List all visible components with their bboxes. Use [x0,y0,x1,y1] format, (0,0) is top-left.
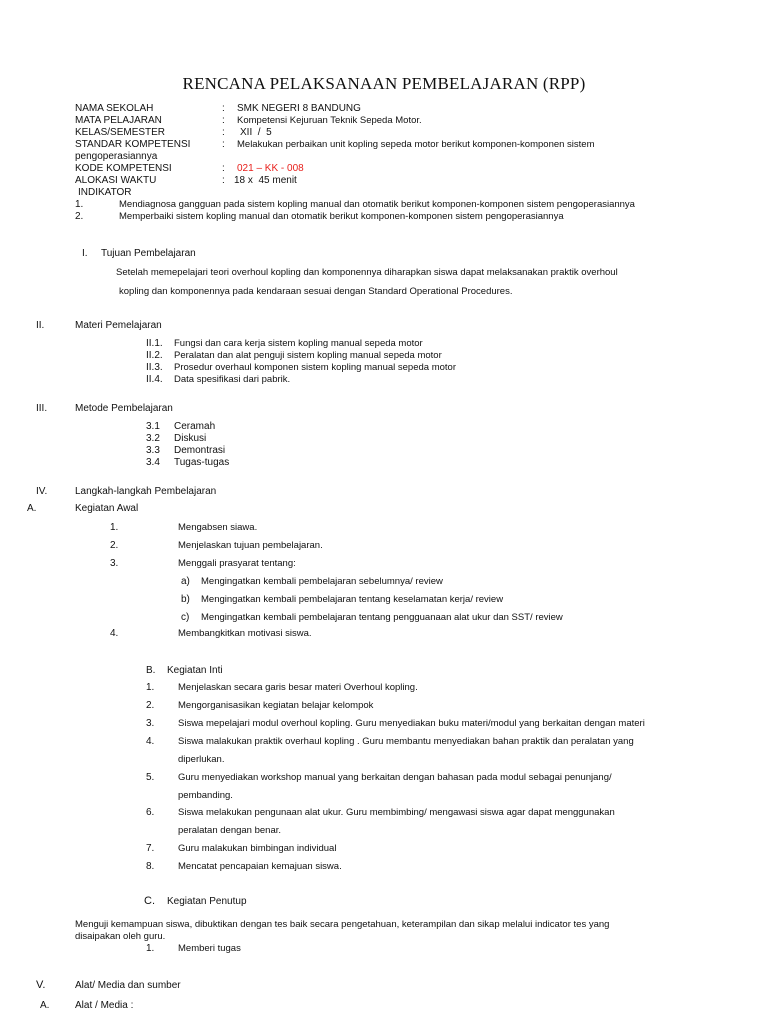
subsection-b-heading: Kegiatan Inti [167,665,223,676]
list-item-number: 3.4 [146,457,160,468]
list-item-continuation: peralatan dengan benar. [178,825,282,836]
list-item-text: Demontrasi [174,445,226,456]
list-item-number: II.2. [146,350,163,361]
subsection-a-heading: Alat / Media : [75,1000,134,1011]
colon: : [222,103,225,114]
section-5-heading: Alat/ Media dan sumber [75,980,181,991]
list-item-text: Menjelaskan secara garis besar materi Overhoul kopling. [178,682,418,693]
list-item-text: Peralatan dan alat penguji sistem kopling manual sepeda motor [174,350,442,361]
list-item-text: Memberi tugas [178,943,241,954]
list-item-number: 2. [110,540,119,551]
list-item-number: 1. [146,682,155,693]
value-mata-pelajaran: Kompetensi Kejuruan Teknik Sepeda Motor. [237,115,422,126]
section-2-number: II. [36,320,45,331]
list-item-number: 5. [146,772,155,783]
indikator-text: Mendiagnosa gangguan pada sistem kopling manual dan otomatik berikut komponen-komponen sistem pengoperasiannya [119,199,635,210]
list-item-number: 1. [110,522,119,533]
list-item-number: II.4. [146,374,163,385]
list-item-text: Fungsi dan cara kerja sistem kopling manual sepeda motor [174,338,423,349]
list-item-number: 3. [146,718,155,729]
list-item-text: Tugas-tugas [174,457,230,468]
label-alokasi-waktu: ALOKASI WAKTU [75,175,157,186]
subsection-c-number: C. [144,895,155,907]
section-1-paragraph: Setelah memepelajari teori overhoul kopling dan komponennya diharapkan siswa dapat melaksanakan praktik overhoul [116,267,618,278]
section-4-heading: Langkah-langkah Pembelajaran [75,486,217,497]
value-standar-kompetensi: Melakukan perbaikan unit kopling sepeda motor berikut komponen-komponen sistem [237,139,595,150]
list-item-text: Mengabsen siawa. [178,522,258,533]
value-kode-kompetensi: 021 – KK - 008 [237,163,304,174]
section-1-heading: Tujuan Pembelajaran [101,248,196,259]
label-mata-pelajaran: MATA PELAJARAN [75,115,162,126]
list-item-continuation: pembanding. [178,790,233,801]
list-item-number: 7. [146,843,155,854]
section-1-paragraph: kopling dan komponennya pada kendaraan sesuai dengan Standard Operational Procedures. [119,286,513,297]
section-2-heading: Materi Pemelajaran [75,320,162,331]
list-item-continuation: diperlukan. [178,754,225,765]
section-1-number: I. [82,248,88,259]
sub-item-text: Mengingatkan kembali pembelajaran sebelumnya/ review [201,576,443,587]
list-item-text: Membangkitkan motivasi siswa. [178,628,312,639]
indikator-num: 2. [75,211,84,222]
label-kelas-semester: KELAS/SEMESTER [75,127,166,138]
subsection-a-number: A. [40,1000,50,1011]
list-item-number: 8. [146,861,155,872]
list-item-number: 4. [110,628,119,639]
list-item-number: 3.2 [146,433,160,444]
label-kode-kompetensi: KODE KOMPETENSI [75,163,172,174]
list-item-number: II.1. [146,338,163,349]
list-item-text: Siswa mepelajari modul overhoul kopling. Guru menyediakan buku materi/modul yang berkaitan dengan materi [178,718,645,729]
list-item-text: Mencatat pencapaian kemajuan siswa. [178,861,342,872]
section-3-heading: Metode Pembelajaran [75,403,173,414]
sub-item-letter: c) [181,612,190,623]
label-nama-sekolah: NAMA SEKOLAH [75,103,154,114]
list-item-text: Guru menyediakan workshop manual yang berkaitan dengan bahasan pada modul sebagai penunjang/ [178,772,612,783]
sub-item-letter: b) [181,594,190,605]
list-item-text: Guru malakukan bimbingan individual [178,843,337,854]
document-title: RENCANA PELAKSANAAN PEMBELAJARAN (RPP) [182,74,586,93]
section-5-number: V. [36,979,46,991]
value-alokasi-waktu: 18 x 45 menit [234,175,297,186]
list-item-text: Menjelaskan tujuan pembelajaran. [178,540,323,551]
colon: : [222,139,225,150]
section-4-number: IV. [36,486,48,497]
colon: : [222,127,225,138]
list-item-number: 6. [146,807,155,818]
value-kelas-semester: XII / 5 [240,127,272,138]
sub-item-text: Mengingatkan kembali pembelajaran tentang keselamatan kerja/ review [201,594,504,605]
sub-item-letter: a) [181,576,190,587]
indikator-label: INDIKATOR [78,187,132,198]
label-standar-kompetensi: STANDAR KOMPETENSI [75,139,191,150]
penutup-paragraph: disaipakan oleh guru. [75,931,166,942]
list-item-text: Data spesifikasi dari pabrik. [174,374,291,385]
section-3-number: III. [36,403,48,414]
colon: : [222,175,225,186]
subsection-c-heading: Kegiatan Penutup [167,896,247,907]
list-item-text: Mengorganisasikan kegiatan belajar kelompok [178,700,374,711]
colon: : [222,163,225,174]
list-item-number: 3.1 [146,421,160,432]
list-item-number: 1. [146,943,155,954]
list-item-text: Siswa melakukan pengunaan alat ukur. Guru membimbing/ mengawasi siswa agar dapat menggunakan [178,807,615,818]
value-nama-sekolah: SMK NEGERI 8 BANDUNG [237,103,361,114]
list-item-number: 4. [146,736,155,747]
list-item-number: 2. [146,700,155,711]
list-item-text: Diskusi [174,433,207,444]
subsection-b-number: B. [146,665,156,676]
list-item-text: Ceramah [174,421,216,432]
list-item-number: 3. [110,558,119,569]
indikator-num: 1. [75,199,84,210]
subsection-a-heading: Kegiatan Awal [75,503,139,514]
list-item-number: II.3. [146,362,163,373]
list-item-text: Prosedur overhaul komponen sistem kopling manual sepeda motor [174,362,456,373]
subsection-a-number: A. [27,503,37,514]
standar-kompetensi-continuation: pengoperasiannya [75,151,158,162]
list-item-text: Siswa malakukan praktik overhaul kopling . Guru membantu menyediakan bahan praktik dan peralatan yang [178,736,634,747]
list-item-number: 3.3 [146,445,160,456]
colon: : [222,115,225,126]
sub-item-text: Mengingatkan kembali pembelajaran tentang pengguanaan alat ukur dan SST/ review [201,612,563,623]
penutup-paragraph: Menguji kemampuan siswa, dibuktikan dengan tes baik secara pengetahuan, keterampilan dan sikap melalui indicator tes yang [75,919,610,930]
list-item-text: Menggali prasyarat tentang: [178,558,296,569]
indikator-text: Memperbaiki sistem kopling manual dan otomatik berikut komponen-komponen sistem pengoperasiannya [119,211,564,222]
